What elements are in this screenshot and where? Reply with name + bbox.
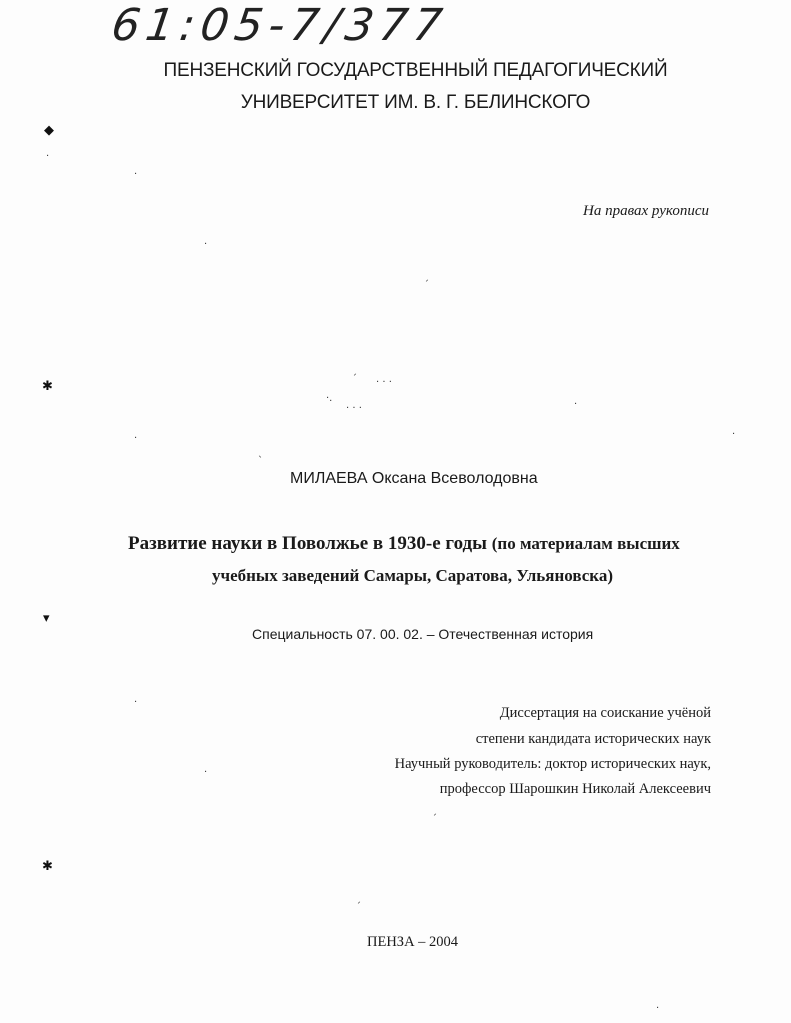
institution-line-2: УНИВЕРСИТЕТ ИМ. В. Г. БЕЛИНСКОГО bbox=[240, 92, 591, 113]
binding-mark-icon: ✱ bbox=[42, 379, 53, 394]
handwritten-catalog-code: 61:05-7/377 bbox=[108, 0, 452, 51]
binding-mark-icon: ✱ bbox=[42, 859, 53, 874]
supervisor-line-2: профессор Шарошкин Николай Алексеевич bbox=[439, 781, 711, 797]
dissertation-line-1: Диссертация на соискание учёной bbox=[499, 705, 711, 721]
title-line-2: учебных заведений Самары, Саратова, Ульяновска) bbox=[212, 566, 613, 585]
scan-speck: · bbox=[574, 399, 578, 410]
title-main: Развитие науки в Поволжье в 1930-е годы bbox=[128, 533, 492, 554]
specialty-line: Специальность 07. 00. 02. – Отечественная история bbox=[252, 626, 594, 642]
scan-speck: · bbox=[656, 1003, 660, 1014]
dissertation-line-2: степени кандидата исторических наук bbox=[475, 731, 711, 747]
author-name: МИЛАЕВА Оксана Всеволодовна bbox=[290, 470, 538, 487]
scan-speck: ˏ bbox=[424, 271, 429, 282]
rights-note: На правах рукописи bbox=[583, 203, 709, 219]
scan-speck: · bbox=[204, 239, 208, 250]
scan-speck: · · · bbox=[346, 403, 362, 414]
binding-mark-icon: ◆ bbox=[44, 123, 54, 138]
scan-speck: · bbox=[134, 433, 138, 444]
city-year: ПЕНЗА – 2004 bbox=[367, 934, 459, 950]
scan-speck: ·. bbox=[326, 393, 333, 404]
scan-speck: · · · bbox=[376, 377, 392, 388]
scan-speck: ˏ bbox=[432, 805, 437, 816]
scan-speck: ˏ bbox=[352, 365, 357, 376]
institution-line-1: ПЕНЗЕНСКИЙ ГОСУДАРСТВЕННЫЙ ПЕДАГОГИЧЕСКИЙ bbox=[163, 60, 668, 81]
supervisor-line-1: Научный руководитель: доктор исторических наук, bbox=[394, 756, 711, 772]
scan-speck: · bbox=[134, 169, 138, 180]
scan-speck: · bbox=[134, 697, 138, 708]
scan-speck: ˎ bbox=[258, 447, 263, 458]
scan-speck: · bbox=[204, 767, 208, 778]
scan-speck: ˏ bbox=[356, 893, 361, 904]
scan-speck: · bbox=[732, 429, 736, 440]
scan-speck: · bbox=[46, 151, 50, 162]
title-subtitle-start: (по материалам высших bbox=[491, 534, 680, 553]
binding-mark-icon: ▾ bbox=[43, 611, 50, 626]
title-line-1 bbox=[128, 533, 680, 555]
